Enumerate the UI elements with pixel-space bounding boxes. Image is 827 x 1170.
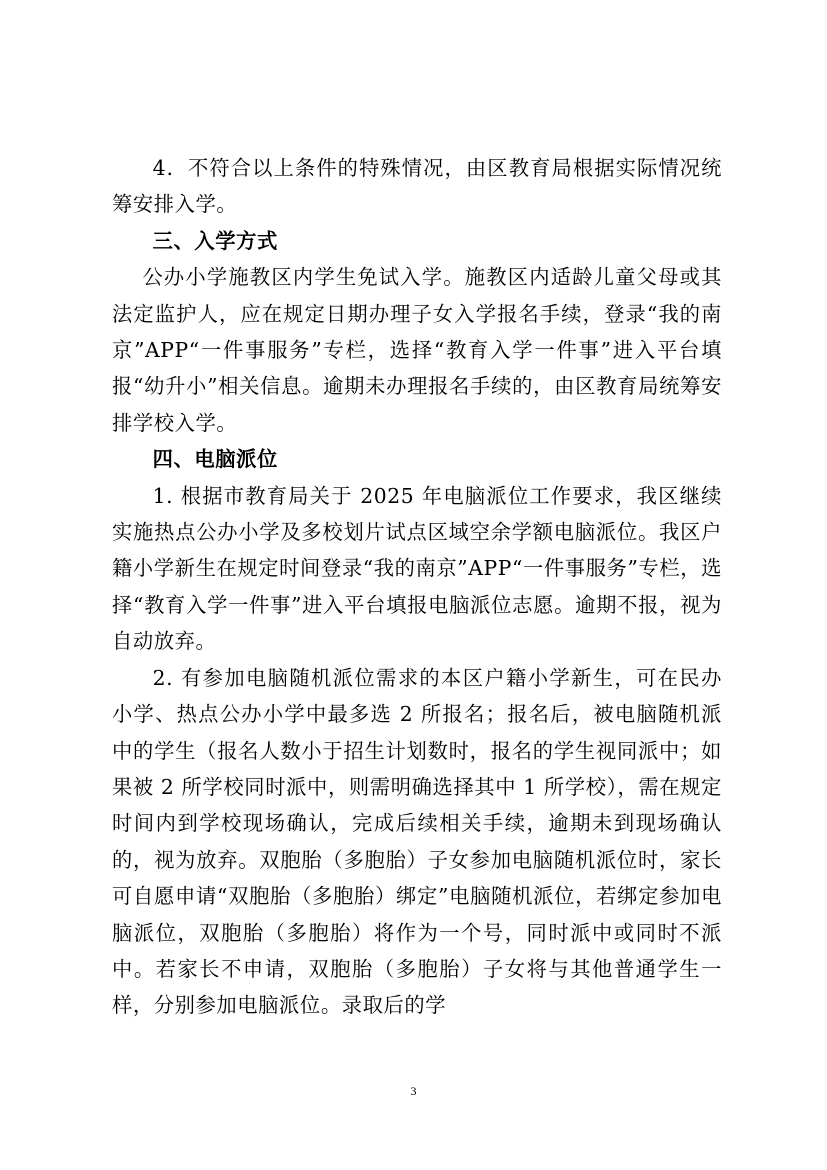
paragraph-admission-method: 公办小学施教区内学生免试入学。施教区内适龄儿童父母或其法定监护人，应在规定日期办理子女入学报名手续，登录“我的南京”APP“一件事服务”专栏，选择“教育入学一件事”进入平台填报“幼升小”相关信息。逾期未办理报名手续的，由区教育局统筹安排学校入学。 <box>112 265 722 435</box>
paragraph-allocation-item-1: 1. 根据市教育局关于 2025 年电脑派位工作要求，我区继续实施热点公办小学及多校划片试点区域空余学额电脑派位。我区户籍小学新生在规定时间登录“我的南京”APP“一件事服务”专栏，选择“教育入学一件事”进入平台填报电脑派位志愿。逾期不报，视为自动放弃。 <box>112 483 722 654</box>
heading-computer-allocation: 四、电脑派位 <box>152 447 278 472</box>
document-body <box>112 150 722 1024</box>
heading-admission-method: 三、入学方式 <box>152 228 278 253</box>
paragraph-allocation-item-2: 2. 有参加电脑随机派位需求的本区户籍小学新生，可在民办小学、热点公办小学中最多选 2 所报名；报名后，被电脑随机派中的学生（报名人数小于招生计划数时，报名的学生视同派中；如果被 2 所学校同时派中，则需明确选择其中 1 所学校），需在规定时间内到学校现场确认，完成后续相关手续，逾期未到现场确认的，视为放弃。双胞胎（多胞胎）子女参加电脑随机派位时，家长可自愿申请“双胞胎（多胞胎）绑定”电脑随机派位，若绑定参加电脑派位，双胞胎（多胞胎）将作为一个号，同时派中或同时不派中。若家长不申请，双胞胎（多胞胎）子女将与其他普通学生一样，分别参加电脑派位。录取后的学 <box>112 665 722 1018</box>
page-number: 3 <box>410 1084 417 1098</box>
paragraph-special-cases: 4．不符合以上条件的特殊情况，由区教育局根据实际情况统筹安排入学。 <box>112 156 722 217</box>
